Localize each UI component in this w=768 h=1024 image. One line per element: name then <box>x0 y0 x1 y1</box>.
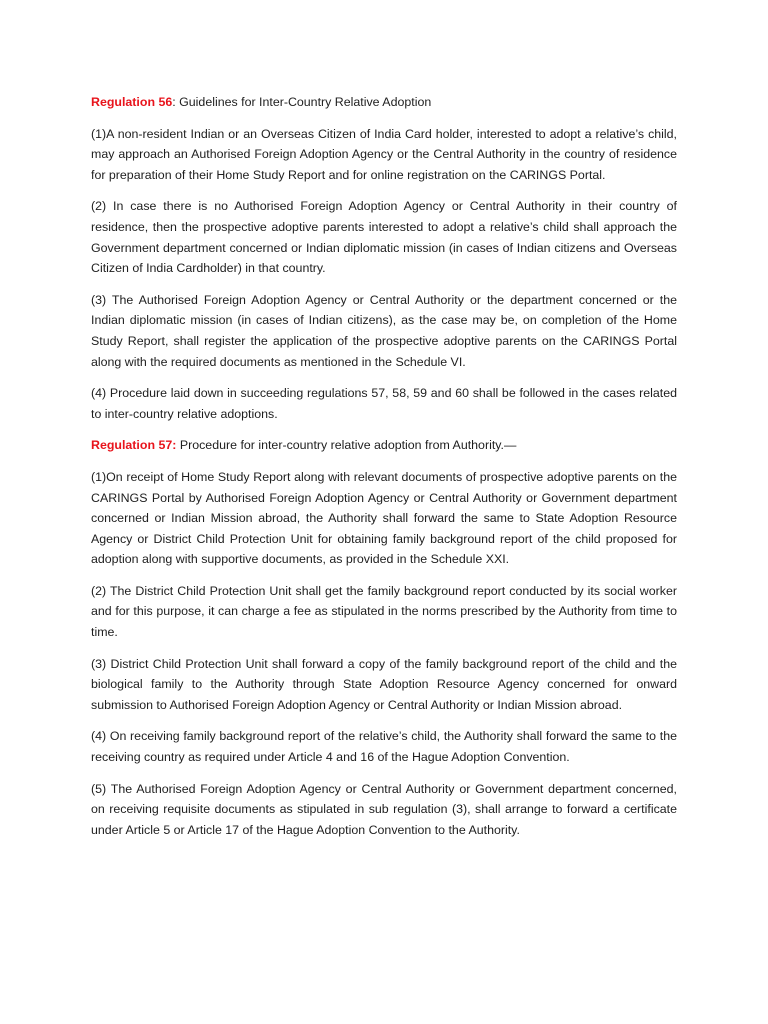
regulation-56-heading <box>91 92 677 113</box>
regulation-57-label: Regulation 57 <box>91 438 173 453</box>
regulation-57-para-3: (3) District Child Protection Unit shall forward a copy of the family background report of the child and the biological family to the Authority through State Adoption Resource Agency concerned for onward submission to Authorised Foreign Adoption Agency or Central Authority or Indian Mission abroad. <box>91 656 677 712</box>
regulation-57-heading <box>91 435 677 456</box>
regulation-57-title: Procedure for inter-country relative adoption from Authority.— <box>176 438 517 453</box>
regulation-56-para-4: (4) Procedure laid down in succeeding regulations 57, 58, 59 and 60 shall be followed in the cases related to inter-country relative adoptions. <box>91 386 677 421</box>
regulation-56-label: Regulation 56 <box>91 95 173 109</box>
regulation-57-para-1: (1)On receipt of Home Study Report along with relevant documents of prospective adoptive parents on the CARINGS Portal by Authorised Foreign Adoption Agency or Central Authority or Government department concerned or Indian Mission abroad, the Authority shall forward the same to State Adoption Resource Agency or District Child Protection Unit for obtaining family background report of the child proposed for adoption along with supportive documents, as provided in the Schedule XXI. <box>91 469 677 567</box>
regulation-57-para-4: (4) On receiving family background report of the relative’s child, the Authority shall forward the same to the receiving country as required under Article 4 and 16 of the Hague Adoption Convention. <box>91 729 677 765</box>
regulation-57-separator: : <box>172 438 177 453</box>
regulation-56-para-2: (2) In case there is no Authorised Foreign Adoption Agency or Central Authority in their country of residence, then the prospective adoptive parents interested to adopt a relative’s child shall approach the Government department concerned or Indian diplomatic mission (in cases of Indian citizens and Overseas Citizen of India Cardholder) in that country. <box>91 199 677 276</box>
document-page <box>91 92 677 851</box>
regulation-57-para-2: (2) The District Child Protection Unit shall get the family background report conducted by its social worker and for this purpose, it can charge a fee as stipulated in the norms prescribed by the Authority from time to time. <box>91 583 677 640</box>
regulation-56-para-3: (3) The Authorised Foreign Adoption Agency or Central Authority or the department concerned or the Indian diplomatic mission (in cases of Indian citizens), as the case may be, on completion of the Home Study Report, shall register the application of the prospective adoptive parents on the CARINGS Portal along with the required documents as mentioned in the Schedule VI. <box>91 292 677 369</box>
regulation-56-para-1: (1)A non-resident Indian or an Overseas Citizen of India Card holder, interested to adopt a relative’s child, may approach an Authorised Foreign Adoption Agency or the Central Authority in the country of residence for preparation of their Home Study Report and for online registration on the CARINGS Portal. <box>91 126 677 182</box>
regulation-56-title: Guidelines for Inter-Country Relative Adoption <box>175 95 432 109</box>
regulation-56-separator: : <box>172 95 176 109</box>
regulation-57-para-5: (5) The Authorised Foreign Adoption Agency or Central Authority or Government department concerned, on receiving requisite documents as stipulated in sub regulation (3), shall arrange to forward a certificate under Article 5 or Article 17 of the Hague Adoption Convention to the Authority. <box>91 781 677 837</box>
